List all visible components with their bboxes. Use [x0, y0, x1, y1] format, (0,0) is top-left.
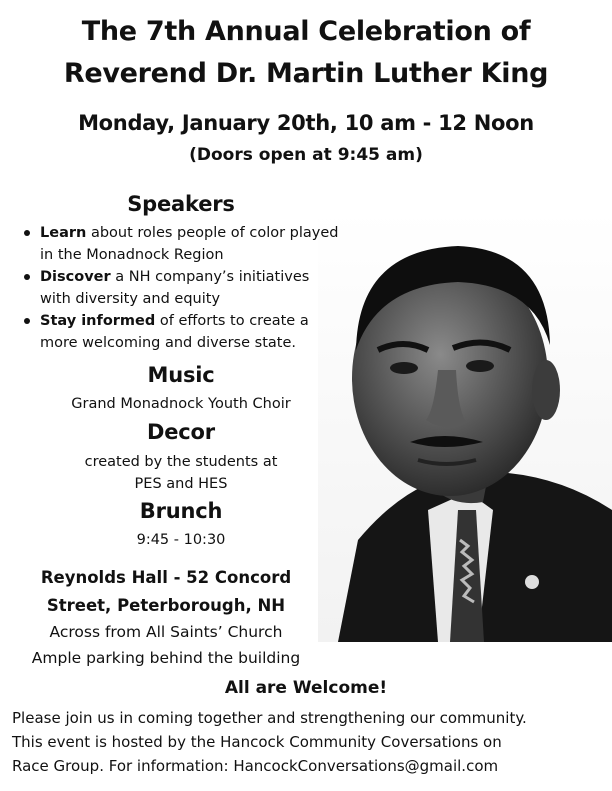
location-line-1: Reynolds Hall - 52 Concord [40, 568, 292, 587]
brunch-heading: Brunch [139, 499, 223, 523]
list-item: Learn about roles people of color played in the Monadnock Region [22, 222, 342, 266]
footer-line-3: Race Group. For information: HancockConversations@gmail.com [12, 757, 499, 775]
speakers-list [22, 222, 342, 354]
list-item: Discover a NH company’s initiatives with diversity and equity [22, 266, 342, 310]
list-item: Stay informed of efforts to create a more welcoming and diverse state. [22, 310, 342, 354]
music-heading: Music [147, 363, 215, 387]
location-line-2: Street, Peterborough, NH [46, 596, 286, 615]
decor-heading: Decor [147, 420, 215, 444]
location-line-3: Across from All Saints’ Church [49, 623, 283, 641]
music-text: Grand Monadnock Youth Choir [71, 396, 291, 412]
speakers-heading: Speakers [127, 192, 235, 216]
portrait-photo [318, 210, 612, 642]
footer-line-2: This event is hosted by the Hancock Community Coversations on [12, 733, 502, 751]
decor-text-line-1: created by the students at [84, 454, 278, 470]
welcome-heading: All are Welcome! [224, 678, 388, 698]
brunch-time: 9:45 - 10:30 [136, 532, 226, 548]
event-date: Monday, January 20th, 10 am - 12 Noon [78, 111, 534, 135]
decor-text-line-2: PES and HES [134, 476, 228, 492]
footer-line-1: Please join us in coming together and strengthening our community. [12, 709, 527, 727]
doors-open: (Doors open at 9:45 am) [189, 145, 423, 165]
title-line-1: The 7th Annual Celebration of [81, 16, 531, 47]
location-line-4: Ample parking behind the building [31, 649, 301, 667]
title-line-2: Reverend Dr. Martin Luther King [63, 58, 549, 89]
